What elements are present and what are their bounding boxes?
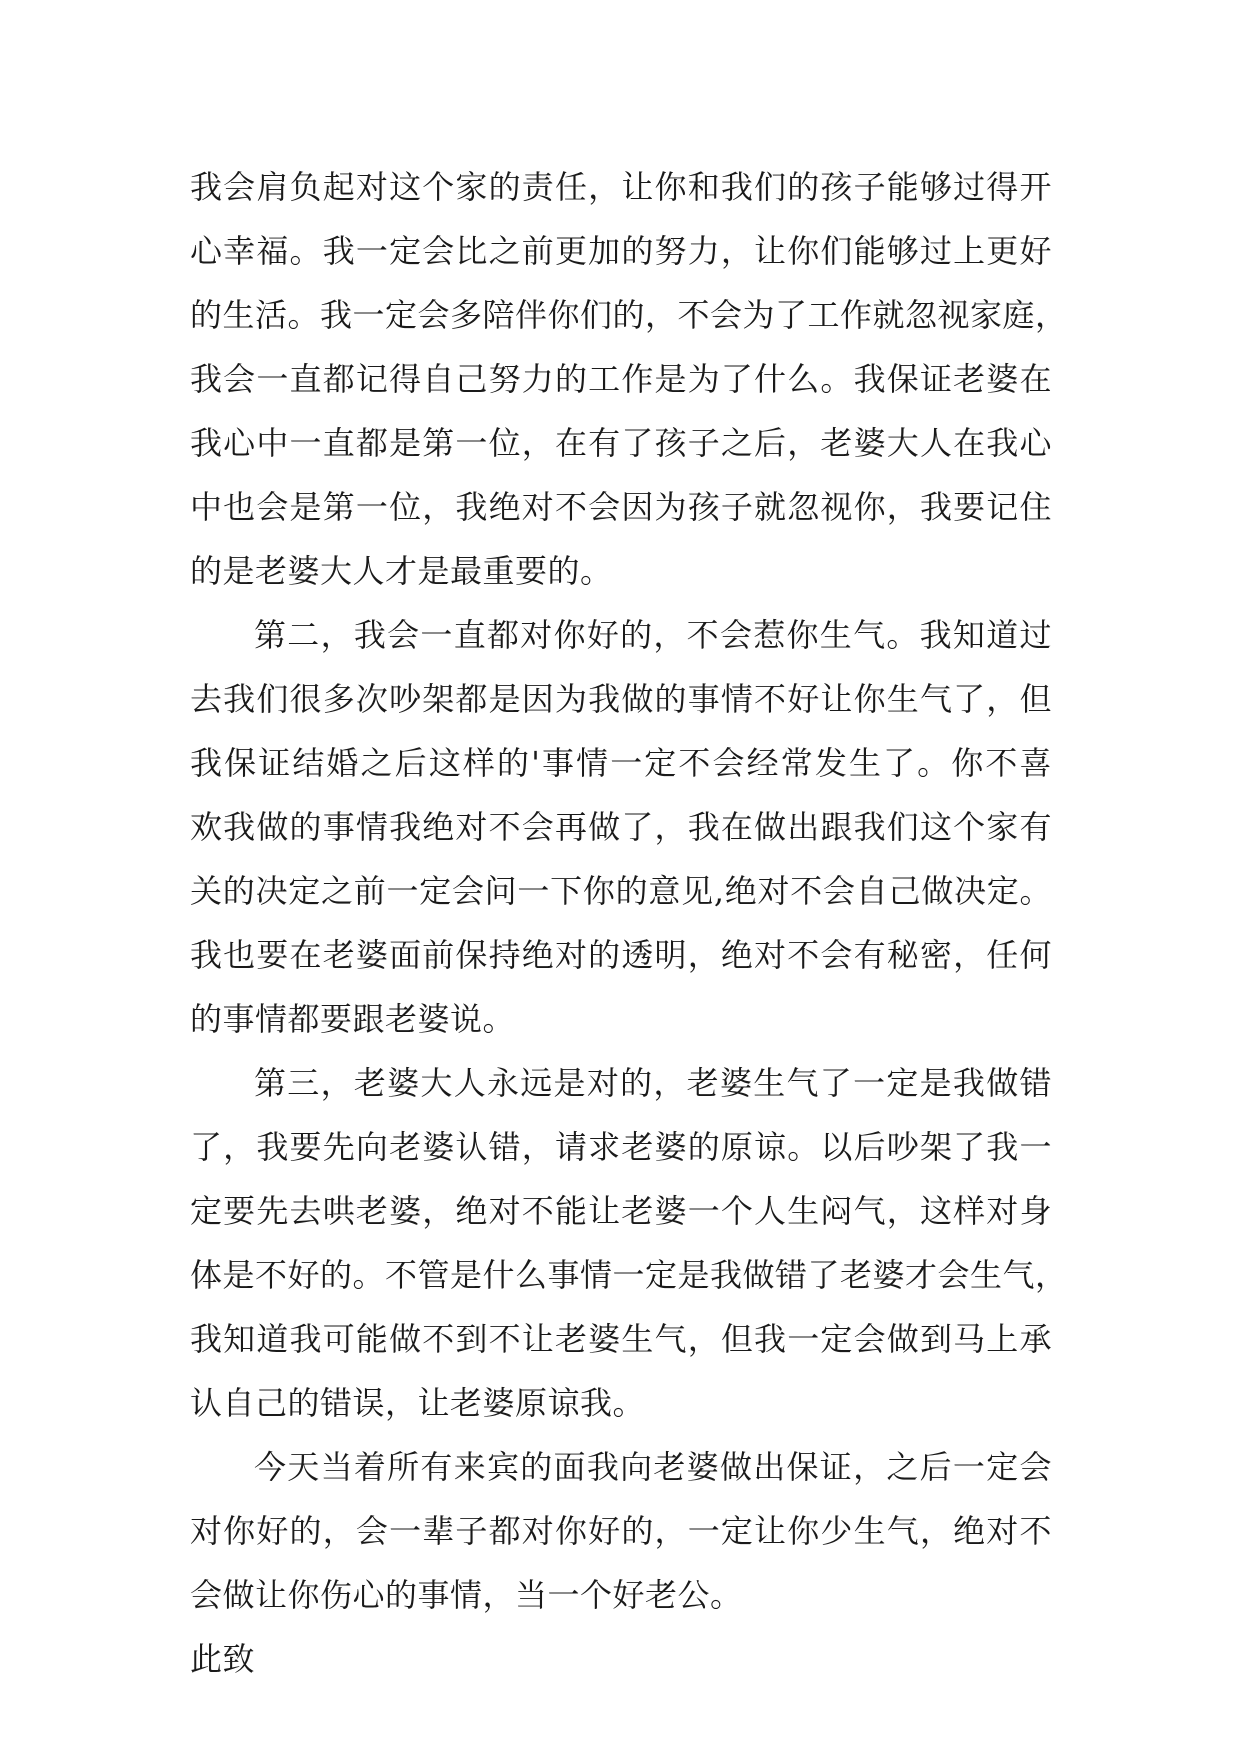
paragraph-1-line-6: 中也会是第一位，我绝对不会因为孩子就忽视你，我要记住 bbox=[190, 488, 1052, 526]
paragraph-3-line-6: 认自己的错误，让老婆原谅我。 bbox=[190, 1384, 646, 1422]
document-body bbox=[190, 155, 1068, 1691]
paragraph-1-line-5: 我心中一直都是第一位，在有了孩子之后，老婆大人在我心 bbox=[190, 424, 1052, 462]
paragraph-2-line-2: 去我们很多次吵架都是因为我做的事情不好让你生气了，但 bbox=[190, 680, 1052, 718]
paragraph-1-line-2: 心幸福。我一定会比之前更加的努力，让你们能够过上更好 bbox=[190, 232, 1052, 270]
paragraph-2-line-7: 的事情都要跟老婆说。 bbox=[190, 1000, 516, 1038]
paragraph-3-line-1: 第三，老婆大人永远是对的，老婆生气了一定是我做错 bbox=[254, 1064, 1052, 1102]
paragraph-3-line-3: 定要先去哄老婆，绝对不能让老婆一个人生闷气，这样对身 bbox=[190, 1192, 1052, 1230]
paragraph-4-line-3: 会做让你伤心的事情，当一个好老公。 bbox=[190, 1576, 743, 1614]
paragraph-1-line-3: 的生活。我一定会多陪伴你们的，不会为了工作就忽视家庭， bbox=[190, 296, 1068, 334]
paragraph-1-line-1: 我会肩负起对这个家的责任，让你和我们的孩子能够过得开 bbox=[190, 168, 1052, 206]
paragraph-3-line-4: 体是不好的。不管是什么事情一定是我做错了老婆才会生气， bbox=[190, 1256, 1068, 1294]
paragraph-2-line-5: 关的决定之前一定会问一下你的意见,绝对不会自己做决定。 bbox=[190, 872, 1052, 910]
paragraph-4-line-1: 今天当着所有来宾的面我向老婆做出保证，之后一定会 bbox=[254, 1448, 1052, 1486]
paragraph-1-line-7: 的是老婆大人才是最重要的。 bbox=[190, 552, 613, 590]
paragraph-2-line-6: 我也要在老婆面前保持绝对的透明，绝对不会有秘密，任何 bbox=[190, 936, 1052, 974]
paragraph-3-line-5: 我知道我可能做不到不让老婆生气，但我一定会做到马上承 bbox=[190, 1320, 1052, 1358]
paragraph-1-line-4: 我会一直都记得自己努力的工作是为了什么。我保证老婆在 bbox=[190, 360, 1052, 398]
paragraph-2-line-1: 第二，我会一直都对你好的，不会惹你生气。我知道过 bbox=[254, 616, 1052, 654]
paragraph-4-line-2: 对你好的，会一辈子都对你好的，一定让你少生气，绝对不 bbox=[190, 1512, 1052, 1550]
paragraph-3-line-2: 了，我要先向老婆认错，请求老婆的原谅。以后吵架了我一 bbox=[190, 1128, 1052, 1166]
paragraph-2-line-3: 我保证结婚之后这样的'事情一定不会经常发生了。你不喜 bbox=[190, 744, 1052, 782]
closing-salutation: 此致 bbox=[190, 1640, 256, 1678]
paragraph-2-line-4: 欢我做的事情我绝对不会再做了，我在做出跟我们这个家有 bbox=[190, 808, 1052, 846]
